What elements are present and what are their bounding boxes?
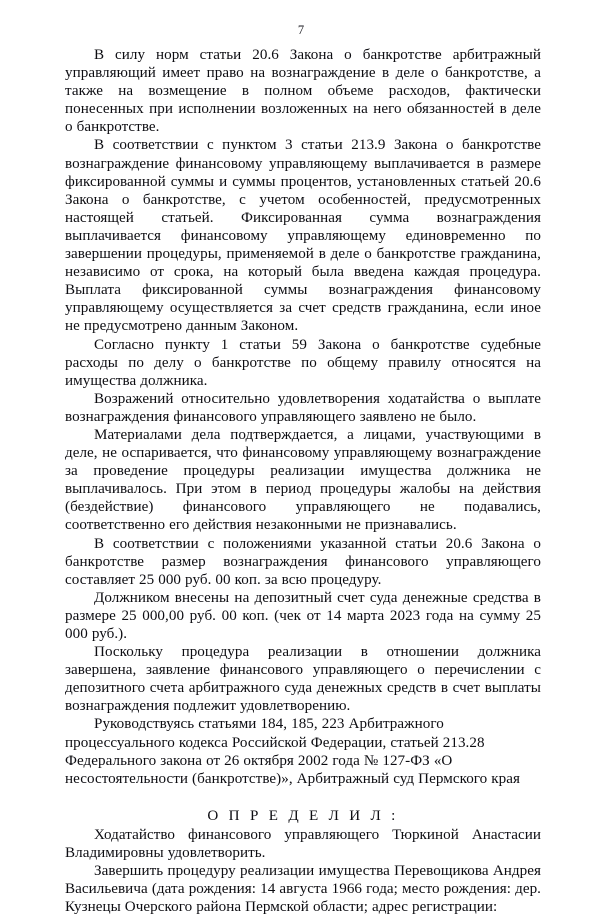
paragraph-legal-basis: Руководствуясь статьями 184, 185, 223 Арбитражного процессуального кодекса Российской Федерации, статьей 213.28 Федерального закона от 26 октября 2002 года № 127-ФЗ «О несостоятельности (банкротстве)», Арбитражный суд Пермского края — [65, 716, 520, 787]
document-body — [65, 46, 541, 916]
paragraph-ruling-grant-motion: Ходатайство финансового управляющего Тюркиной Анастасии Владимировны удовлетворить. — [65, 826, 541, 862]
paragraph-art-213-9-fixed-sum: В соответствии с пунктом 3 статьи 213.9 Закона о банкротстве вознаграждение финансовому управляющему выплачивается в размере фиксированной суммы и суммы процентов, установленных статьей 20.6 Закона о банкротстве, с учетом особенностей, предусмотренных настоящей статьей. Фиксированная сумма вознаграждения выплачивается финансовому управляющему единовременно по завершении процедуры, применяемой в деле о банкротстве гражданина, независимо от срока, на который была введена каждая процедура. Выплата фиксированной суммы вознаграждения финансовому управляющему осуществляется за счет средств гражданина, если иное не предусмотрено данным Законом. — [65, 137, 541, 335]
paragraph-application-granted: Поскольку процедура реализации в отношении должника завершена, заявление финансового управляющего о перечислении с депозитного счета арбитражного суда денежных средств в счет выплаты вознаграждения подлежит удовлетворению. — [65, 644, 541, 715]
paragraph-art-59-court-costs: Согласно пункту 1 статьи 59 Закона о банкротстве судебные расходы по делу о банкротстве по общему правилу относятся на имущества должника. — [65, 336, 541, 389]
paragraph-art-20-6-remuneration: В силу норм статьи 20.6 Закона о банкротстве арбитражный управляющий имеет право на вознаграждение в деле о банкротстве, а также на возмещение в полном объеме расходов, фактически понесенных при исполнении возложенных на него обязанностей в деле о банкротстве. — [65, 47, 541, 136]
paragraph-case-materials: Материалами дела подтверждается, а лицами, участвующими в деле, не оспаривается, что финансовому управляющему вознаграждение за проведение процедуры реализации имущества должника не выплачивалось. При этом в период процедуры жалобы на действия (бездействие) финансового управляющего не подавались, соответственно его действия незаконными не признавались. — [65, 426, 541, 534]
page-number: 7 — [297, 23, 305, 37]
paragraph-remuneration-amount: В соответствии с положениями указанной статьи 20.6 Закона о банкротстве размер вознаграждения финансового управляющего составляет 25 000 руб. 00 коп. за всю процедуру. — [65, 535, 541, 588]
ruling-heading: О П Р Е Д Е Л И Л : — [207, 807, 399, 824]
paragraph-deposit-payment: Должником внесены на депозитный счет суда денежные средства в размере 25 000,00 руб. 00 коп. (чек от 14 марта 2023 года на сумму 25 000 руб.). — [65, 589, 541, 642]
paragraph-ruling-complete-procedure: Завершить процедуру реализации имущества Перевощикова Андрея Васильевича (дата рождения: 14 августа 1966 года; место рождения: дер. Кузнецы Очерского района Пермской области; адрес регистрации: — [65, 863, 541, 916]
paragraph-no-objections: Возражений относительно удовлетворения ходатайства о выплате вознаграждения финансового управляющего заявлено не было. — [65, 390, 541, 425]
